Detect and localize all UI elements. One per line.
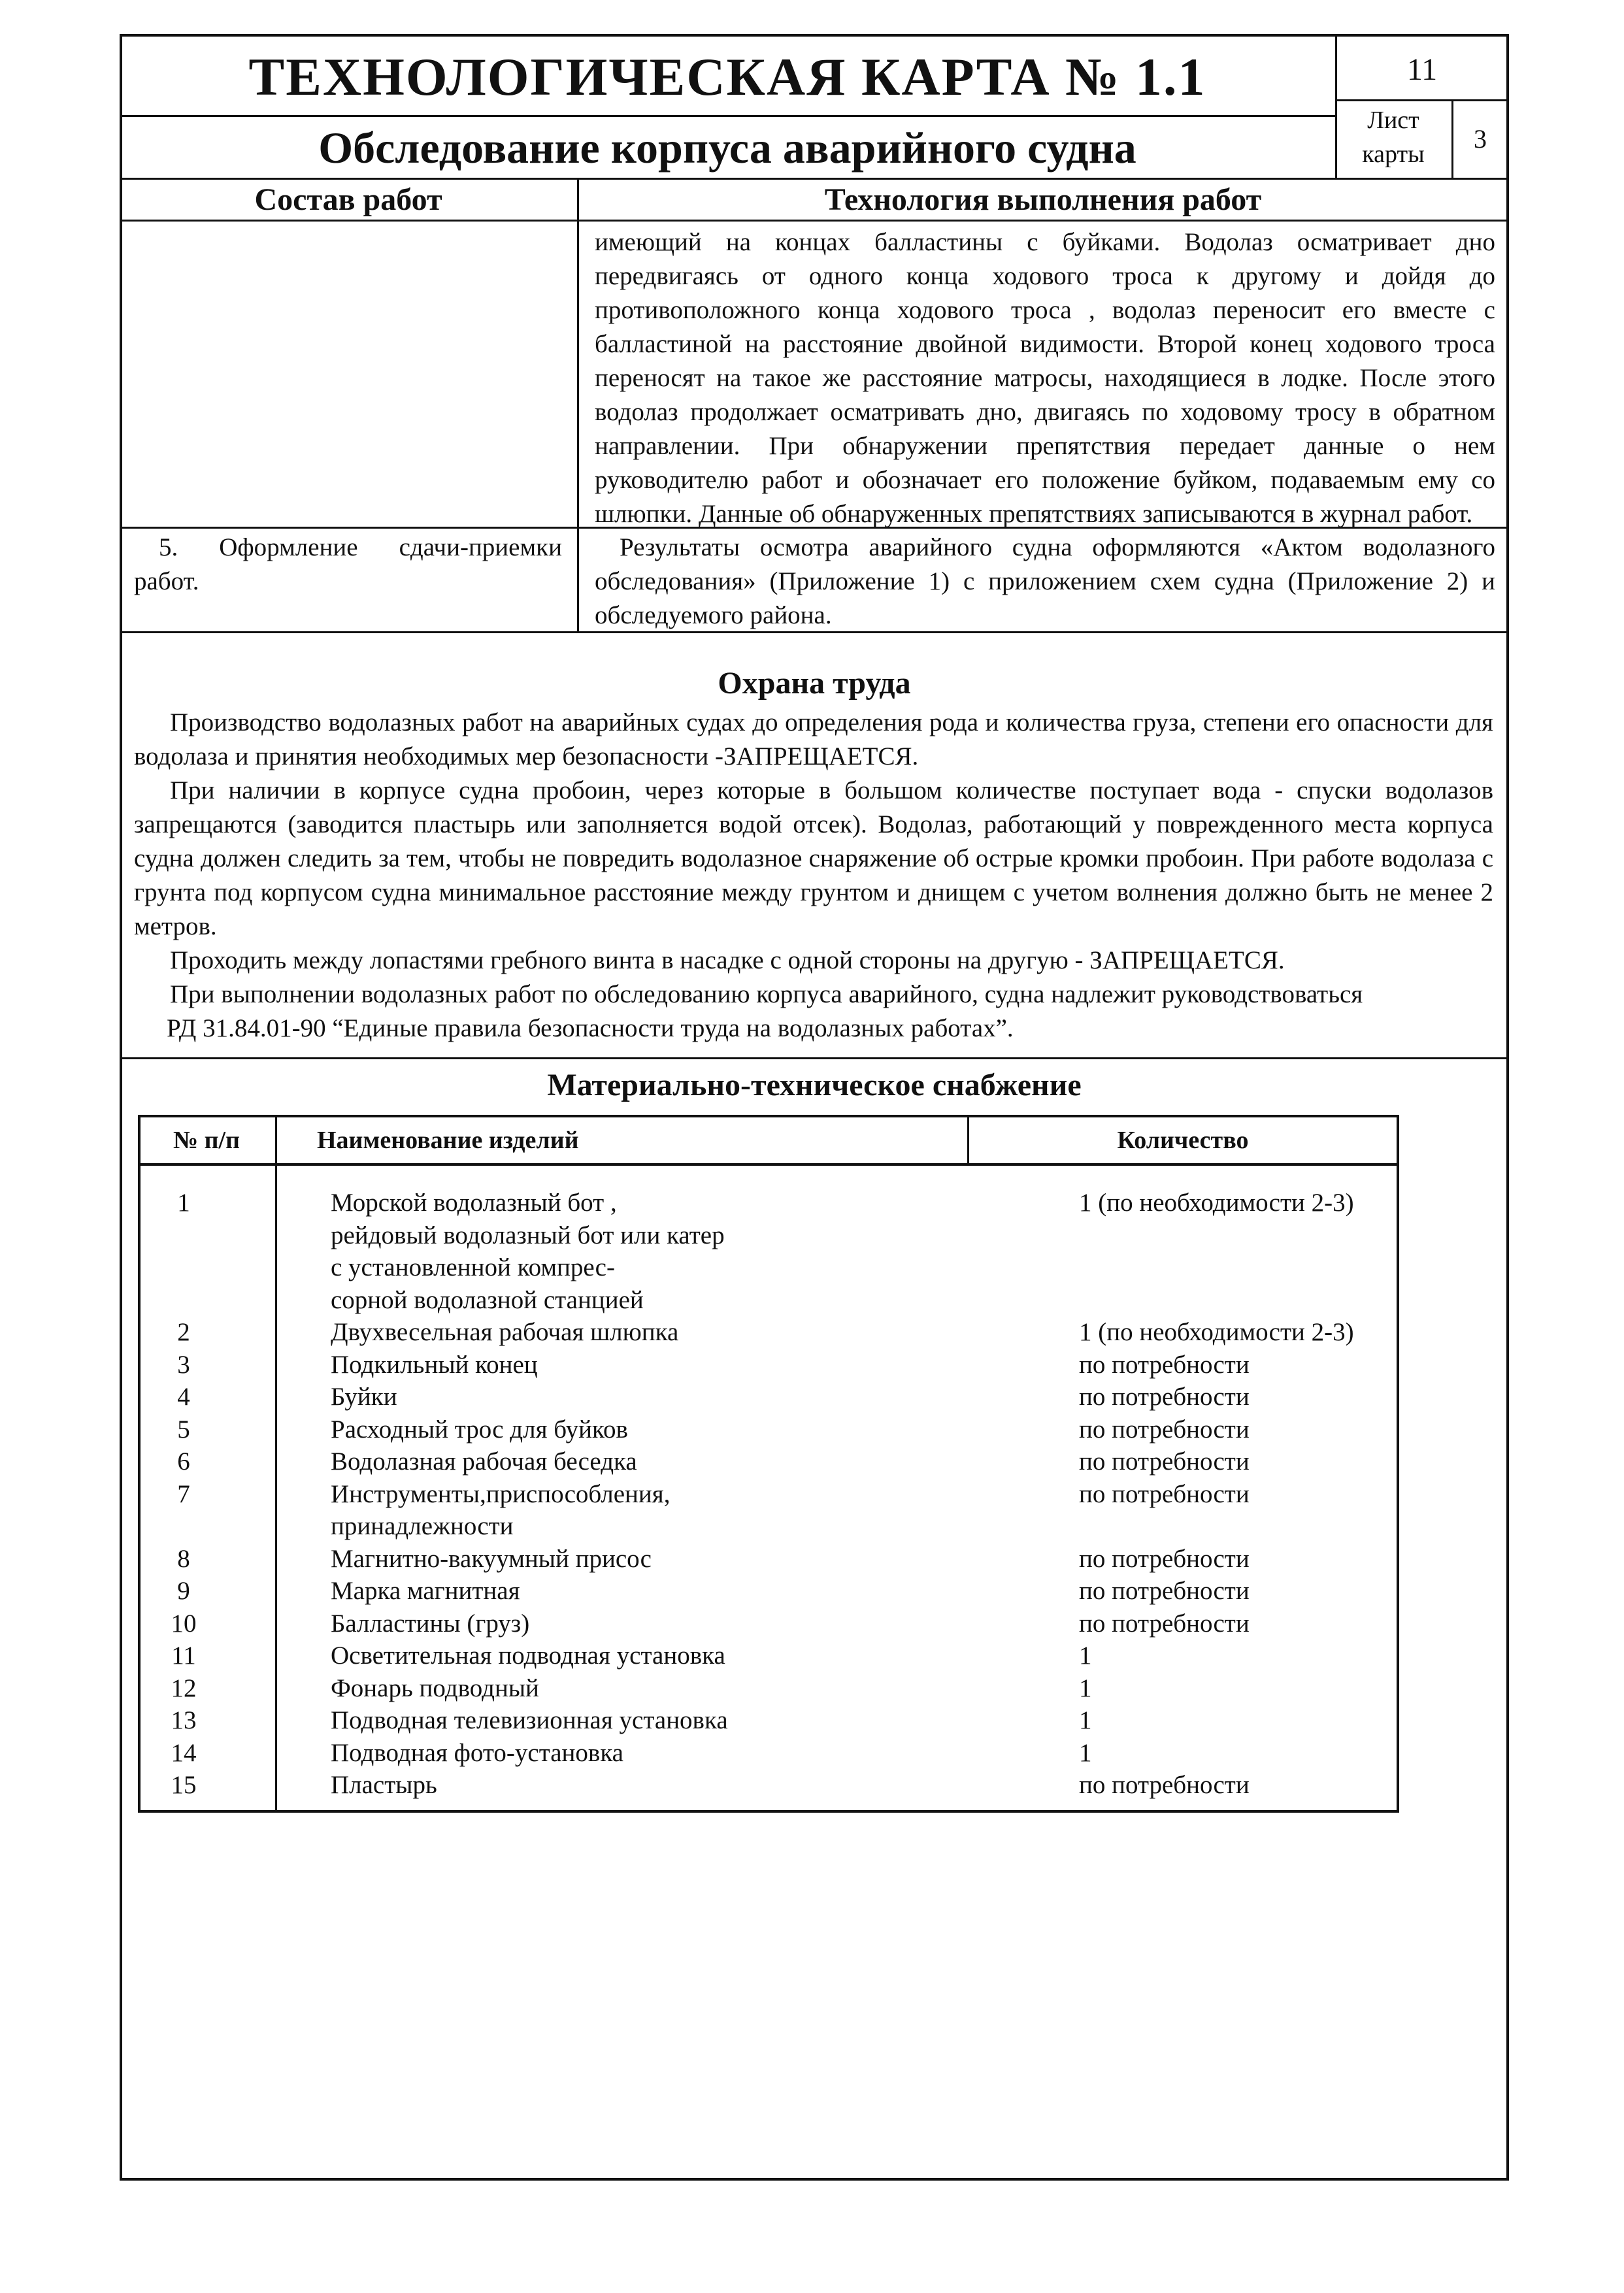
work-row-2-stage: 5. Оформление сдачи-приемки работ. <box>134 533 562 595</box>
row-item-name: с установленной компрес- <box>331 1253 615 1281</box>
row-number: 1 <box>177 1189 190 1217</box>
column-header-divider <box>120 220 1509 222</box>
row-quantity: по потребности <box>1079 1383 1250 1411</box>
row-number: 15 <box>171 1771 197 1799</box>
row-quantity: по потребности <box>1079 1415 1250 1443</box>
sheet-label-line-2: карты <box>1362 140 1425 168</box>
table-row <box>138 1737 1399 1770</box>
row-item-name: Магнитно-вакуумный присос <box>331 1545 652 1573</box>
row-item-name: Осветительная подводная установка <box>331 1641 725 1670</box>
supply-heading: Материально-техническое снабжение <box>547 1068 1082 1102</box>
table-row <box>138 1704 1399 1737</box>
page-subtitle: Обследование корпуса аварийного судна <box>318 123 1136 173</box>
row-quantity: 1 <box>1079 1706 1092 1734</box>
table-row <box>138 1187 1399 1219</box>
labor-safety-paragraph-5: РД 31.84.01-90 “Единые правила безопасности труда на водолазных работах”. <box>167 1014 1014 1042</box>
row-quantity: 1 <box>1079 1641 1092 1670</box>
row-item-name: Фонарь подводный <box>331 1674 539 1702</box>
row-quantity: 1 (по необходимости 2-3) <box>1079 1318 1354 1346</box>
table-row <box>138 1575 1399 1608</box>
row-number: 14 <box>171 1739 197 1767</box>
column-divider <box>577 178 579 633</box>
row-number: 5 <box>177 1415 190 1443</box>
row-quantity: по потребности <box>1079 1545 1250 1573</box>
row-item-name: сорной водолазной станцией <box>331 1286 644 1314</box>
row-item-name: Пластырь <box>331 1771 437 1799</box>
sheet-number: 3 <box>1474 124 1487 154</box>
table-row <box>138 1349 1399 1381</box>
table-row <box>138 1543 1399 1575</box>
row-item-name: Инструменты,приспособления, <box>331 1480 671 1508</box>
row-item-name: рейдовый водолазный бот или катер <box>331 1221 725 1249</box>
row-quantity: по потребности <box>1079 1609 1250 1638</box>
row-number: 13 <box>171 1706 197 1734</box>
table-row <box>138 1413 1399 1446</box>
table-row <box>138 1640 1399 1672</box>
table-row <box>138 1478 1399 1511</box>
row-item-name: Подводная телевизионная установка <box>331 1706 728 1734</box>
row-item-name: Марка магнитная <box>331 1577 520 1605</box>
supply-header-number: № п/п <box>173 1127 240 1154</box>
labor-safety-bottom <box>120 1057 1509 1059</box>
work-row-divider <box>120 527 1509 529</box>
row-item-name: Буйки <box>331 1383 397 1411</box>
labor-safety-text <box>134 706 1493 1046</box>
row-item-name: Водолазная рабочая беседка <box>331 1447 637 1476</box>
table-row <box>138 1608 1399 1640</box>
supply-header-quantity: Количество <box>1117 1127 1249 1154</box>
sheet-label-line-1: Лист <box>1367 107 1419 134</box>
row-quantity: 1 <box>1079 1674 1092 1702</box>
supply-header-name: Наименование изделий <box>317 1127 579 1154</box>
row-number: 12 <box>171 1674 197 1702</box>
table-row <box>138 1445 1399 1478</box>
row-item-name: Расходный трос для буйков <box>331 1415 628 1443</box>
row-item-name: принадлежности <box>331 1512 514 1540</box>
row-quantity: по потребности <box>1079 1480 1250 1508</box>
row-quantity: по потребности <box>1079 1447 1250 1476</box>
work-row-1-technology: имеющий на концах балластины с буйками. Водолаз осматривает дно передвигаясь от одного конца ходового троса к другому и дойдя до противоположного конца ходового троса , водолаз переносит его вместе с балластиной на расстояние двойной видимости. Второй конец ходового троса переносят на такое же расстояние матросы, находящиеся в лодке. После этого водолаз продолжает осматривать дно, двигаясь по ходовому тросу в обратном направлении. При обнаружении препятствия передает данные о нем руководителю работ и обозначает его положение буйком, подаваемым ему со шлюпки. Данные об обнаруженных препятствиях записываются в журнал работ. <box>595 228 1495 528</box>
page-number: 11 <box>1406 52 1438 87</box>
row-number: 4 <box>177 1383 190 1411</box>
table-row <box>138 1381 1399 1413</box>
supply-table-header-divider <box>138 1163 1399 1166</box>
table-row <box>138 1284 1399 1317</box>
column-header-technology: Технология выполнения работ <box>824 182 1262 217</box>
row-number: 8 <box>177 1545 190 1573</box>
table-row <box>138 1219 1399 1252</box>
row-quantity: 1 <box>1079 1739 1092 1767</box>
row-number: 6 <box>177 1447 190 1476</box>
table-row <box>138 1316 1399 1349</box>
row-quantity: 1 (по необходимости 2-3) <box>1079 1189 1354 1217</box>
row-number: 9 <box>177 1577 190 1605</box>
labor-safety-paragraph-3: Проходить между лопастями гребного винта в насадке с одной стороны на другую - ЗАПРЕЩАЕТСЯ. <box>170 946 1285 974</box>
row-quantity: по потребности <box>1079 1351 1250 1379</box>
row-item-name: Балластины (груз) <box>331 1609 530 1638</box>
row-number: 7 <box>177 1480 190 1508</box>
row-item-name: Морской водолазный бот , <box>331 1189 617 1217</box>
row-number: 11 <box>171 1641 196 1670</box>
row-item-name: Подкильный конец <box>331 1351 538 1379</box>
table-row <box>138 1672 1399 1705</box>
table-row <box>138 1251 1399 1284</box>
row-number: 2 <box>177 1318 190 1346</box>
row-number: 3 <box>177 1351 190 1379</box>
row-quantity: по потребности <box>1079 1771 1250 1799</box>
labor-safety-heading: Охрана труда <box>718 666 911 701</box>
column-header-work-composition: Состав работ <box>254 182 442 217</box>
row-item-name: Подводная фото-установка <box>331 1739 623 1767</box>
row-number: 10 <box>171 1609 197 1638</box>
labor-safety-paragraph-1: Производство водолазных работ на аварийных судах до определения рода и количества груза, степени его опасности для водолаза и принятия необходимых мер безопасности -ЗАПРЕЩАЕТСЯ. <box>134 708 1493 770</box>
row-quantity: по потребности <box>1079 1577 1250 1605</box>
sheet-label <box>1335 103 1451 176</box>
page-title: ТЕХНОЛОГИЧЕСКАЯ КАРТА № 1.1 <box>248 47 1206 107</box>
work-table-bottom <box>120 631 1509 633</box>
supply-rows <box>138 1187 1399 1807</box>
labor-safety-paragraph-2: При наличии в корпусе судна пробоин, через которые в большом количестве поступает вода - спуски водолазов запрещаются (заводится пластырь или заполняется водой отсек). Водолаз, работающий у поврежденного места корпуса судна должен следить за тем, чтобы не повредить водолазное снаряжение об острые кромки пробоин. При работе водолаза с грунта под корпусом судна минимальное расстояние между грунтом и днищем с учетом волнения должно быть не менее 2 метров. <box>134 776 1493 940</box>
labor-safety-paragraph-4: При выполнении водолазных работ по обследованию корпуса аварийного, судна надлежит руководствоваться <box>170 980 1363 1008</box>
work-row-2-technology: Результаты осмотра аварийного судна оформляются «Актом водолазного обследования» (Приложение 1) с приложением схем судна (Приложение 2) и обследуемого района. <box>595 533 1495 629</box>
table-row <box>138 1769 1399 1802</box>
row-item-name: Двухвесельная рабочая шлюпка <box>331 1318 679 1346</box>
table-row <box>138 1510 1399 1543</box>
